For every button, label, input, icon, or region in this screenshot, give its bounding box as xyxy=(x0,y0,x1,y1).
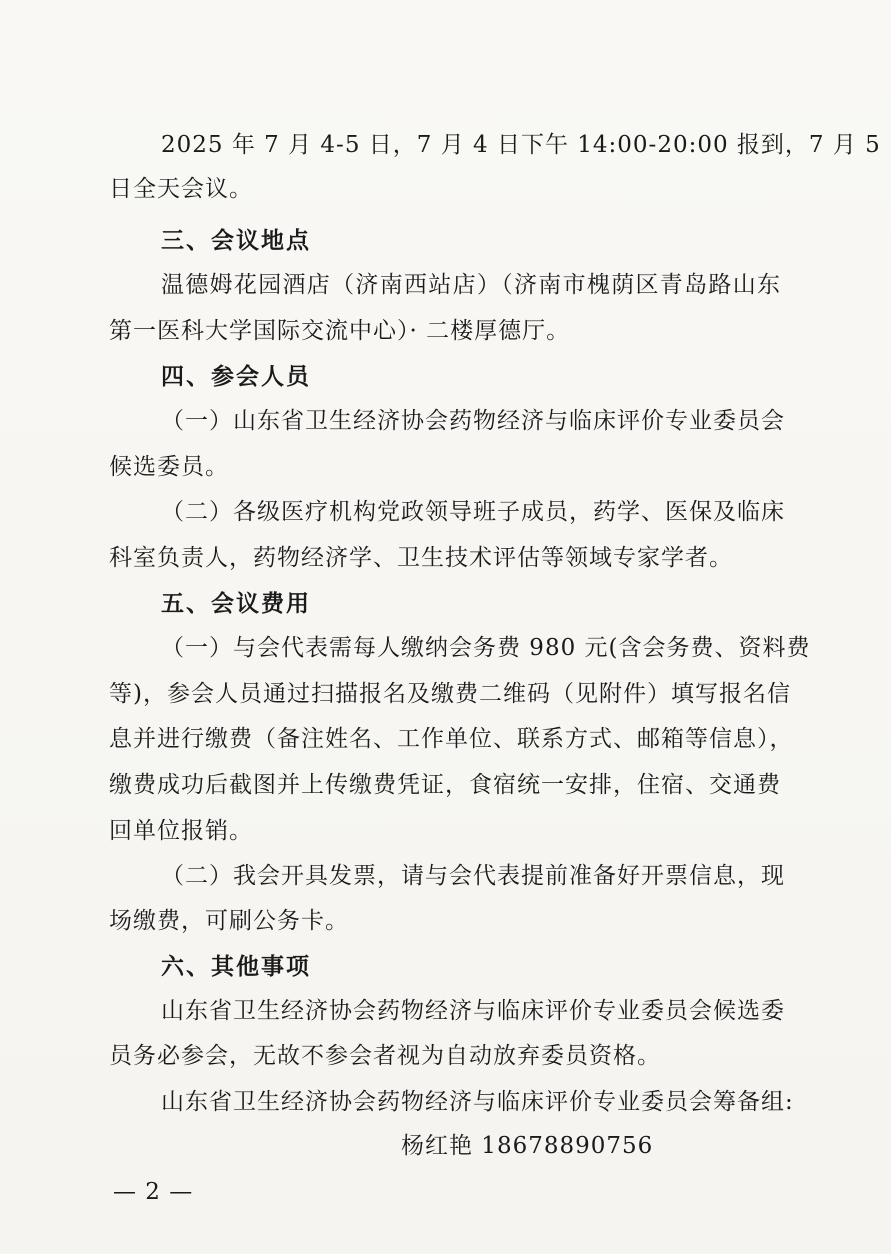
contact-person-phone: 杨红艳 18678890756 xyxy=(401,1133,654,1159)
venue-line-1: 温德姆花园酒店（济南西站店）（济南市槐荫区青岛路山东 xyxy=(161,272,781,298)
attendees-item-2-line-2: 科室负责人，药物经济学、卫生技术评估等领域专家学者。 xyxy=(109,545,733,571)
other-line-2: 员务必参会，无故不参会者视为自动放弃委员资格。 xyxy=(109,1043,661,1069)
fees-item-1-line-1: （一）与会代表需每人缴纳会务费 980 元(含会务费、资料费 xyxy=(161,635,811,661)
section-heading-other: 六、其他事项 xyxy=(161,954,311,980)
schedule-line-2: 日全天会议。 xyxy=(109,176,253,202)
contact-organization: 山东省卫生经济协会药物经济与临床评价专业委员会筹备组: xyxy=(161,1089,794,1115)
attendees-item-2-line-1: （二）各级医疗机构党政领导班子成员，药学、医保及临床 xyxy=(161,499,785,525)
fees-item-1-line-3: 息并进行缴费（备注姓名、工作单位、联系方式、邮箱等信息）， xyxy=(109,726,794,752)
fees-item-2-line-1: （二）我会开具发票，请与会代表提前准备好开票信息，现 xyxy=(161,863,785,889)
section-heading-fees: 五、会议费用 xyxy=(161,591,311,617)
fees-item-2-line-2: 场缴费，可刷公务卡。 xyxy=(109,908,349,934)
attendees-item-1-line-2: 候选委员。 xyxy=(109,454,229,480)
fees-item-1-line-2: 等)，参会人员通过扫描报名及缴费二维码（见附件）填写报名信 xyxy=(109,681,791,707)
fees-item-1-line-4: 缴费成功后截图并上传缴费凭证，食宿统一安排，住宿、交通费 xyxy=(109,772,781,798)
section-heading-venue: 三、会议地点 xyxy=(161,228,311,254)
page-number: — 2 — xyxy=(113,1179,194,1205)
schedule-line-1: 2025 年 7 月 4-5 日，7 月 4 日下午 14:00-20:00 报到，7 月 5 xyxy=(161,132,881,158)
venue-line-2: 第一医科大学国际交流中心）· 二楼厚德厅。 xyxy=(109,318,571,344)
section-heading-attendees: 四、参会人员 xyxy=(161,364,311,390)
fees-item-1-line-5: 回单位报销。 xyxy=(109,818,253,844)
other-line-1: 山东省卫生经济协会药物经济与临床评价专业委员会候选委 xyxy=(161,998,785,1024)
attendees-item-1-line-1: （一）山东省卫生经济协会药物经济与临床评价专业委员会 xyxy=(161,408,785,434)
